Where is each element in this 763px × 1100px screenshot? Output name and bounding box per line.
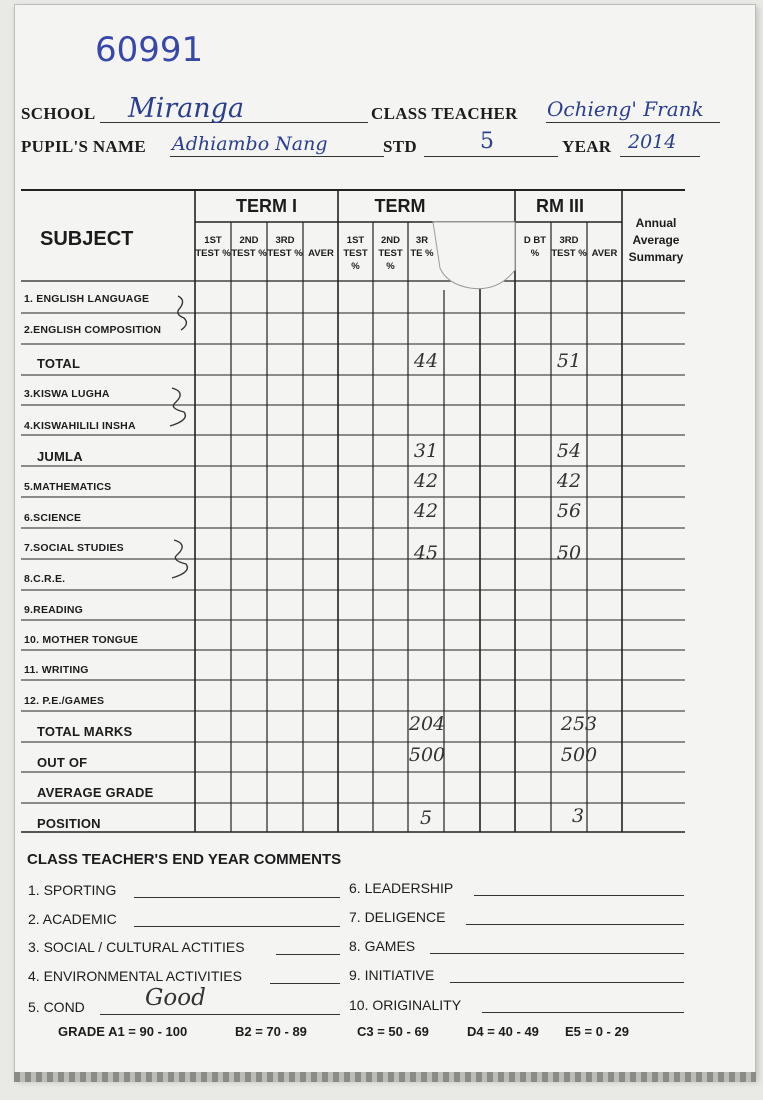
grade-b2: B2 = 70 - 89 [235,1024,307,1039]
term2-3rd-total: 44 [413,350,439,372]
school-label: SCHOOL [21,104,96,123]
term1-col-aver: AVER [308,248,334,259]
comment-sporting-line [134,897,340,898]
subject-row-17: AVERAGE GRADE [37,785,154,800]
class-teacher-value: Ochieng' Frank [547,97,704,121]
subject-row-2: 2.ENGLISH COMPOSITION [24,324,162,336]
subject-row-5: 4.KISWAHILILI INSHA [24,420,136,432]
comment-academic: 2. ACADEMIC [28,911,117,927]
term1-header: TERM I [236,196,297,216]
comment-initiative: 9. INITIATIVE [349,967,435,983]
term3-3rd-science: 56 [556,500,582,522]
comment-games-line [430,953,684,954]
grade-c3: C3 = 50 - 69 [357,1024,429,1039]
term2-3rd-total-marks: 204 [408,713,446,735]
subject-row-14: 12. P.E./GAMES [24,695,105,707]
subject-row-3: TOTAL [37,356,81,371]
annual-summary-header: Annual Average Summary [628,216,684,264]
term3-col-3: 3RD TEST % [551,235,587,259]
term3-3rd-mathematics: 42 [556,470,582,492]
term2-col-2: 2ND TEST % [378,235,403,272]
term3-header: RM III [536,196,584,216]
term2-3rd-science: 42 [413,500,439,522]
term2-header: TERM [374,196,426,216]
term3-3rd-position: 3 [571,805,585,827]
subject-row-11: 9.READING [24,604,83,616]
year-value: 2014 [628,131,677,153]
term2-3rd-position: 5 [419,807,433,829]
form-number: 60991 [95,30,204,70]
term2-col-1: 1ST TEST % [343,235,368,272]
comment-environmental: 4. ENVIRONMENTAL ACTIVITIES [28,968,242,984]
comment-social-line [276,954,340,955]
std-value: 5 [480,129,494,154]
comment-originality: 10. ORIGINALITY [349,997,462,1013]
term2-3rd-out-of: 500 [408,744,446,766]
subject-row-7: 5.MATHEMATICS [24,481,112,493]
subject-header: SUBJECT [40,228,134,250]
grade-e5: E5 = 0 - 29 [565,1024,629,1039]
comment-deligence: 7. DELIGENCE [349,909,446,925]
term2-3rd-jumla: 31 [413,440,439,462]
comment-leadership-line [474,895,684,896]
comment-leadership: 6. LEADERSHIP [349,880,454,896]
comment-conduct-line [100,1014,340,1015]
term3-col-aver: AVER [591,248,618,259]
comment-initiative-line [450,982,684,983]
subject-row-10: 8.C.R.E. [24,573,66,585]
subject-row-12: 10. MOTHER TONGUE [24,634,139,646]
term2-3rd-mathematics: 42 [413,470,439,492]
subject-row-1: 1. ENGLISH LANGUAGE [24,293,150,305]
comment-originality-line [482,1012,684,1013]
term3-3rd-out-of: 500 [560,744,598,766]
comment-conduct-value: Good [145,985,206,1011]
comment-conduct: 5. COND [28,999,85,1015]
school-value: Miranga [128,93,245,124]
term3-3rd-total: 51 [556,350,582,372]
subject-row-8: 6.SCIENCE [24,512,82,524]
term1-col-1: 1ST TEST % [195,235,231,259]
subject-row-16: OUT OF [37,755,88,770]
comment-academic-line [134,926,340,927]
comment-sporting: 1. SPORTING [28,882,117,898]
subject-row-6: JUMLA [37,449,83,464]
comment-environmental-line [270,983,340,984]
comments-title: CLASS TEACHER'S END YEAR COMMENTS [27,851,342,868]
std-label: STD [383,137,417,156]
subject-row-4: 3.KISWA LUGHA [24,388,110,400]
term1-col-3: 3RD TEST % [267,235,303,259]
term3-3rd-total-marks: 253 [560,713,598,735]
term1-col-2: 2ND TEST % [231,235,267,259]
term3-col-2: D BT % [523,235,547,259]
pupil-name-value: Adhiambo Nang [172,133,328,155]
comment-social-cultural: 3. SOCIAL / CULTURAL ACTITIES [28,939,245,955]
subject-row-18: POSITION [37,816,101,831]
year-label: YEAR [562,137,612,156]
subject-row-9: 7.SOCIAL STUDIES [24,542,124,554]
grade-a1: GRADE A1 = 90 - 100 [58,1024,188,1039]
term2-col-3: 3R TE % [410,235,434,259]
pupil-name-label: PUPIL'S NAME [21,137,146,156]
subject-row-15: TOTAL MARKS [37,724,133,739]
comment-deligence-line [466,924,684,925]
class-teacher-label: CLASS TEACHER [371,104,518,123]
comment-games: 8. GAMES [349,938,416,954]
term3-3rd-jumla: 54 [556,440,582,462]
term3-3rd-social-studies: 50 [556,542,582,564]
subject-row-13: 11. WRITING [24,664,89,676]
term2-3rd-social-studies: 45 [413,542,439,564]
grade-d4: D4 = 40 - 49 [467,1024,539,1039]
